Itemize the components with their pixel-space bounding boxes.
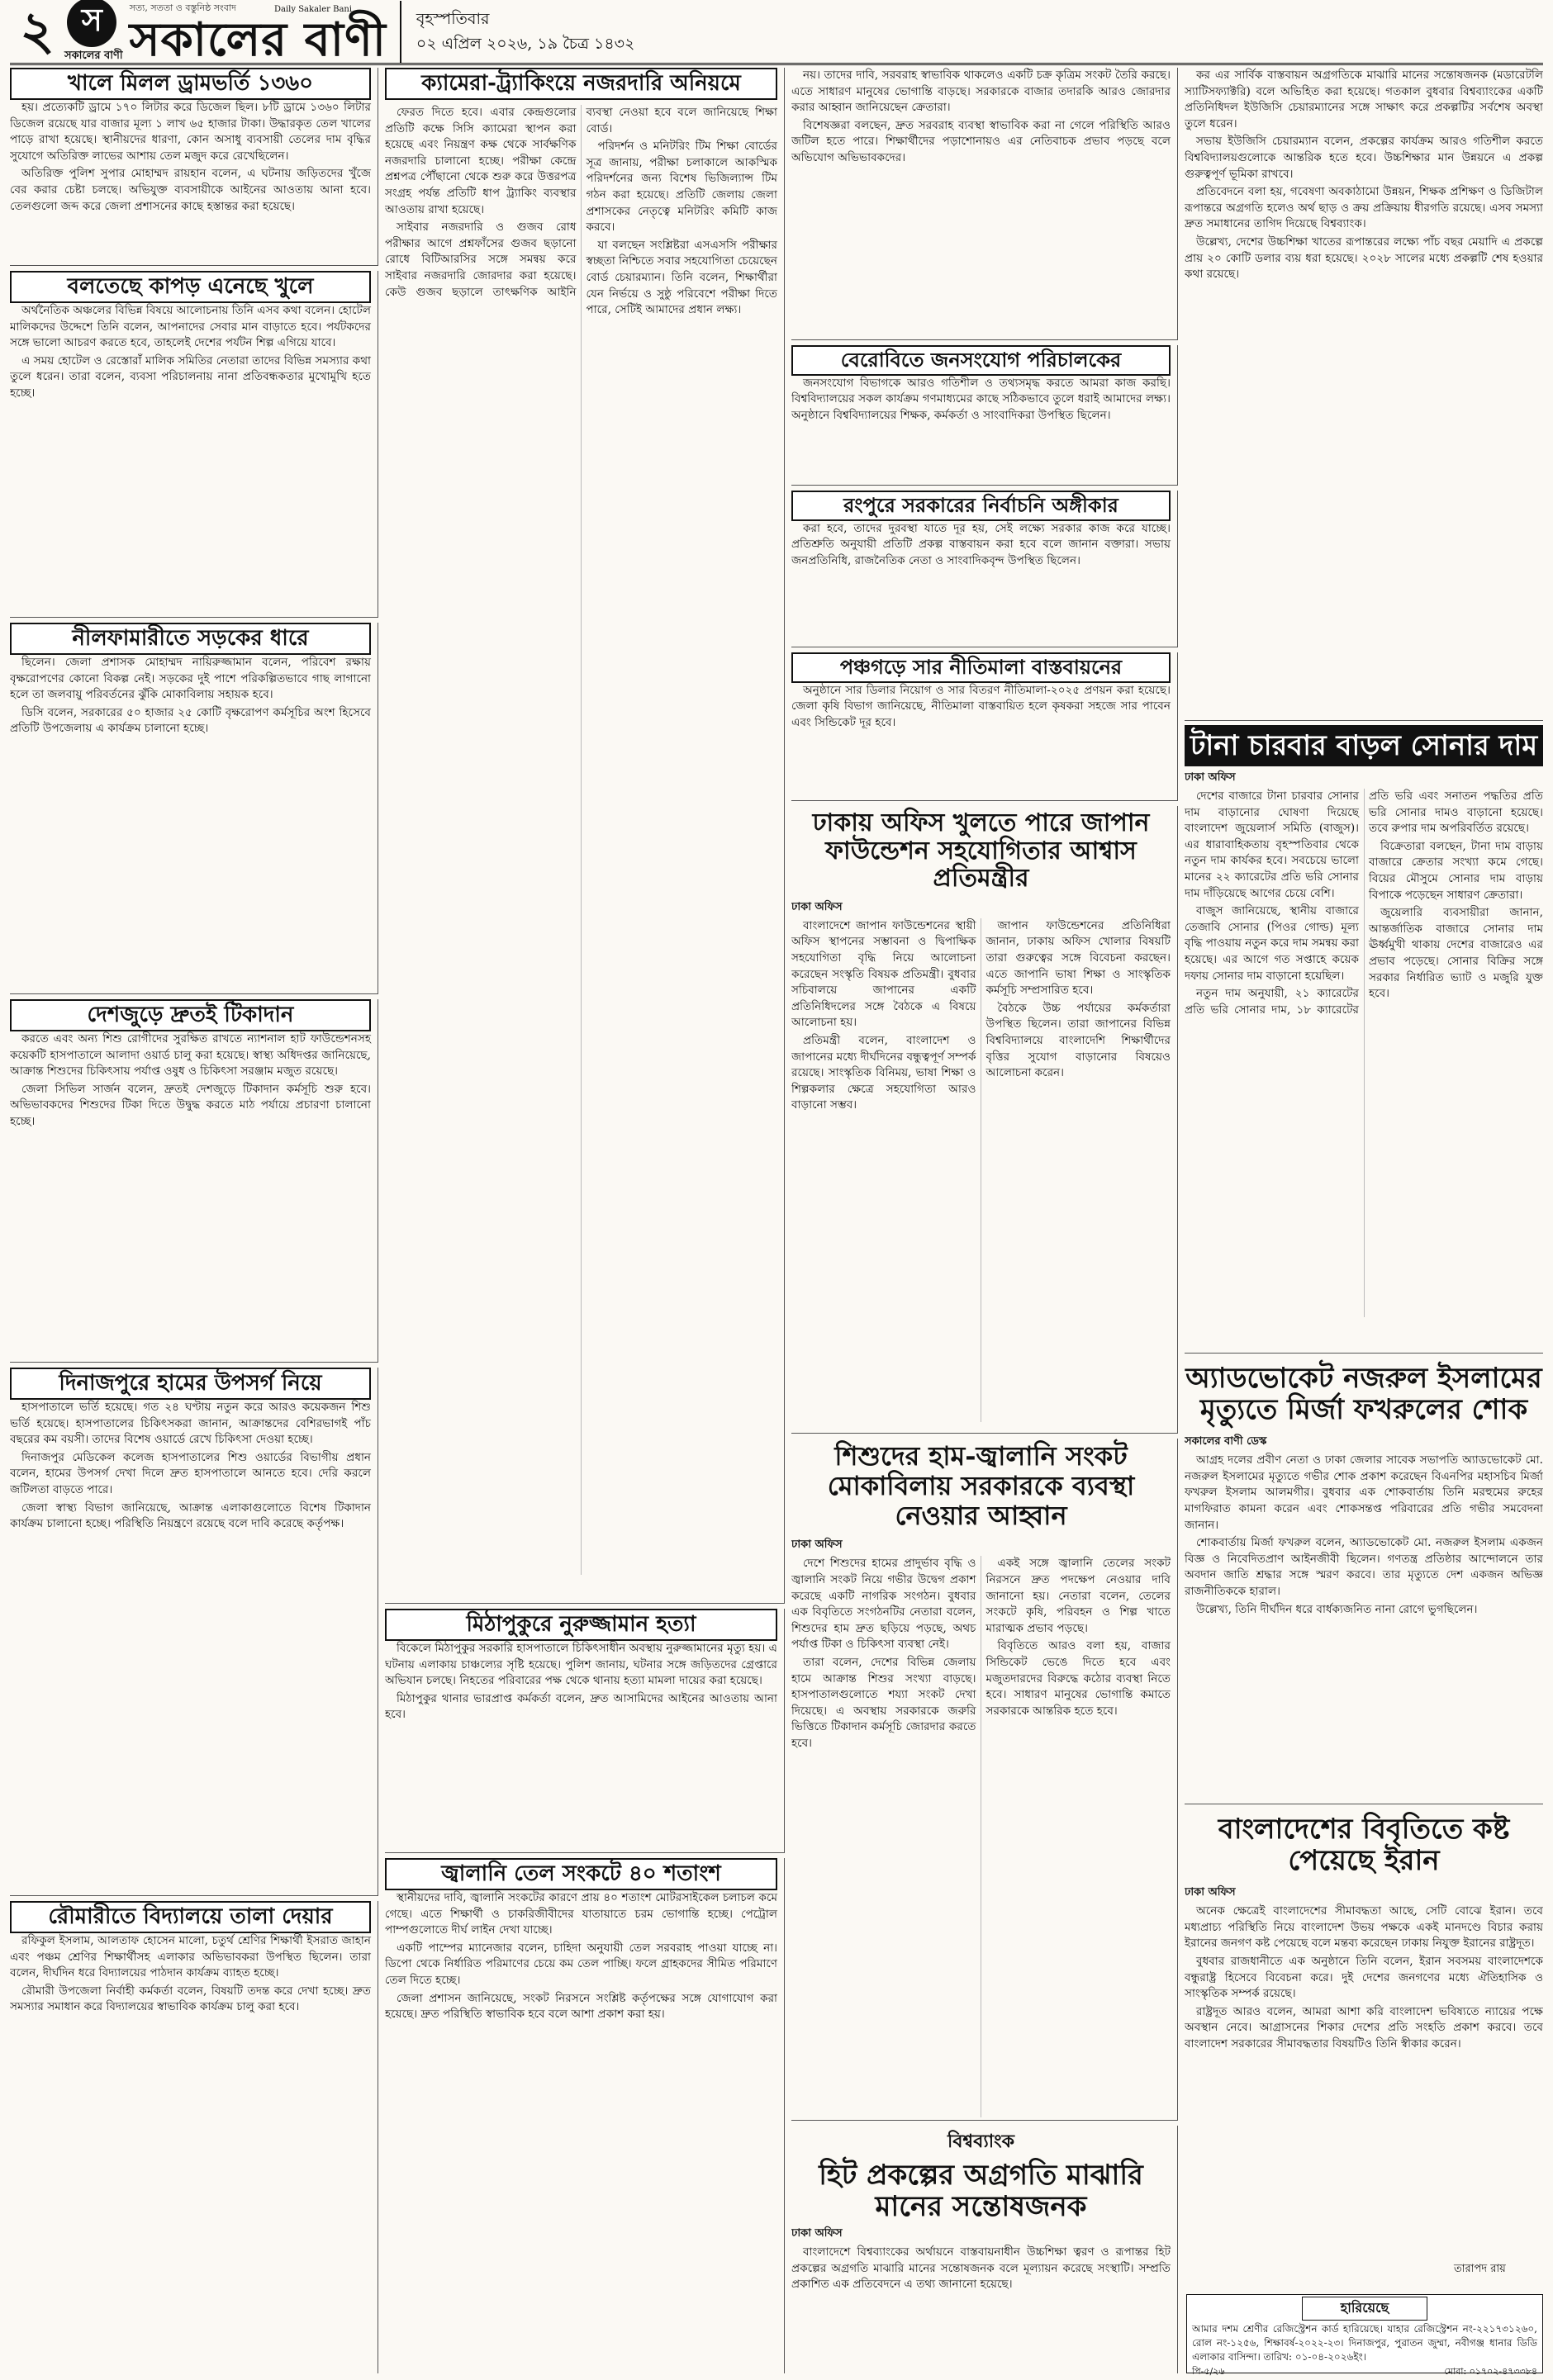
paragraph: সভায় ইউজিসি চেয়ারম্যান বলেন, প্রকল্পের কার্যক্রম আরও গতিশীল করতে বিশ্ববিদ্যালয়গুলোকে আন্তরিক হতে হবে। উচ্চশিক্ষার মান উন্নয়নে এ প্রকল্প গুরুত্বপূর্ণ ভূমিকা রাখবে।: [1185, 135, 1543, 181]
page-number: ২: [20, 0, 55, 62]
paragraph: একই সঙ্গে জ্বালানি তেলের সংকট নিরসনে দ্রুত পদক্ষেপ নেওয়ার দাবি জানানো হয়। নেতারা বলেন, তেলের সংকটে কৃষি, পরিবহন ও শিল্প খাতে মারাত্মক প্রভাব পড়ছে।: [985, 1557, 1171, 1635]
paragraph: অনুষ্ঠানে সার ডিলার নিয়োগ ও সার বিতরণ নীতিমালা-২০২৫ প্রণয়ন করা হয়েছে। জেলা কৃষি বিভাগ জানিয়েছে, নীতিমালা বাস্তবায়িত হলে কৃষকরা সহজে সার পাবেন এবং সিন্ডিকেট দূর হবে।: [791, 683, 1171, 730]
paragraph: করা হবে, তাদের দুরবস্থা যাতে দূর হয়, সেই লক্ষ্যে সরকার কাজ করে যাচ্ছে। প্রতিশ্রুতি অনুযায়ী প্রতিটি প্রকল্প বাস্তবায়ন করা হবে বলে জানান বক্তারা। সভায় জনপ্রতিনিধি, রাজনৈতিক নেতা ও সাংবাদিকবৃন্দ উপস্থিত ছিলেন।: [791, 521, 1171, 568]
logo: [64, 0, 123, 65]
headline: দিনাজপুরে হামের উপসর্গ নিয়ে: [10, 1368, 371, 1400]
article-panchagarh: [791, 652, 1178, 801]
article-body: [791, 1556, 1171, 2117]
paragraph: বৈঠকে উচ্চ পর্যায়ের কর্মকর্তারা উপস্থিত ছিলেন। তারা জাপানের বিভিন্ন বিশ্ববিদ্যালয়ে বাংলাদেশি শিক্ষার্থীদের বৃত্তির সুযোগ বাড়ানোর বিষয়েও আলোচনা করেন।: [985, 1001, 1171, 1080]
article-body: [1185, 789, 1543, 1317]
paragraph: এ সময় হোটেল ও রেস্তোরাঁ মালিক সমিতির নেতারা তাদের বিভিন্ন সমস্যার কথা তুলে ধরেন। তারা বলেন, ব্যবসা পরিচালনায় নানা প্রতিবন্ধকতার মুখোমুখি হতে হচ্ছে।: [10, 353, 371, 401]
article-dinajpur: [10, 1368, 378, 1896]
article-hit: [791, 2126, 1178, 2373]
article-camera: [385, 68, 785, 1604]
article-gold: [1185, 725, 1543, 1354]
paragraph: পরিদর্শন ও মনিটরিং টিম শিক্ষা বোর্ডের সূত্র জানায়, পরীক্ষা চলাকালে আকস্মিক পরিদর্শনের জন্য বিশেষ ভিজিল্যান্স টিম গঠন করা হয়েছে। প্রতিটি জেলায় জেলা প্রশাসকের নেতৃত্বে মনিটরিং কমিটি কাজ করবে।: [586, 140, 777, 235]
paragraph: দিনাজপুর মেডিকেল কলেজ হাসপাতালের শিশু ওয়ার্ডের বিভাগীয় প্রধান বলেন, হামের উপসর্গ দেখা দিলে দ্রুত হাসপাতালে আনতে হবে। দেরি করলে জটিলতা বাড়তে পারে।: [10, 1450, 371, 1497]
headline: বাংলাদেশের বিবৃতিতে কষ্ট পেয়েছে ইরান: [1218, 1813, 1510, 1878]
article-body: [791, 683, 1171, 732]
article-body: [791, 918, 1171, 1422]
article-body: [385, 105, 777, 1575]
article-body: [10, 655, 371, 737]
headline: মিঠাপুকুরে নুরুজ্জামান হত্যা: [385, 1609, 777, 1641]
dateline: ঢাকা অফিস: [1185, 1886, 1236, 1899]
headline: ঢাকায় অফিস খুলতে পারে জাপান ফাউন্ডেশন সহযোগিতার আশ্বাস প্রতিমন্ত্রীর: [812, 808, 1150, 894]
paragraph: সাইবার নজরদারি ও গুজব রোধ পরীক্ষার আগে প্রশ্নফাঁসের গুজব ছড়ানো রোধে বিটিআরসির সঙ্গে সমন্বয় করে সাইবার নজরদারি জোরদার করা হয়েছে। কেউ গুজব ছড়ালে তাৎক্ষণিক আইনি ব্যবস্থা নেওয়া হবে বলে জানিয়েছে শিক্ষা বোর্ড।: [385, 106, 777, 299]
paragraph: রাষ্ট্রদূত আরও বলেন, আমরা আশা করি বাংলাদেশ ভবিষ্যতে ন্যায়ের পক্ষে অবস্থান নেবে। আগ্রাসনের শিকার দেশের প্রতি সংহতি প্রকাশ করবে। তবে বাংলাদেশ সরকারের সীমাবদ্ধতার বিষয়টিও তিনি স্বীকার করেন।: [1185, 2004, 1543, 2050]
article-drum: [10, 68, 378, 266]
paragraph: জেলা স্বাস্থ্য বিভাগ জানিয়েছে, আক্রান্ত এলাকাগুলোতে বিশেষ টিকাদান কার্যক্রম চালানো হচ্ছে। পরিস্থিতি নিয়ন্ত্রণে রয়েছে বলে দাবি করেছে কর্তৃপক্ষ।: [10, 1501, 371, 1531]
paragraph: নয়। তাদের দাবি, সরবরাহ স্বাভাবিক থাকলেও একটি চক্র কৃত্রিম সংকট তৈরি করছে। এতে সাধারণ মানুষের ভোগান্তি বাড়ছে। সরকারকে বাজার তদারকি আরও জোরদার করার আহ্বান জানিয়েছেন ক্রেতারা।: [791, 69, 1171, 115]
paragraph: নতুন দাম অনুযায়ী, ২১ ক্যারেটের প্রতি ভরি সোনার দাম, ১৮ ক্যারেটের প্রতি ভরি এবং সনাতন পদ্ধতির প্রতি ভরি সোনার দামও বাড়ানো হয়েছে। তবে রুপার দাম অপরিবর্তিত রয়েছে।: [1185, 789, 1543, 1017]
paragraph: অর্থনৈতিক অঞ্চলের বিভিন্ন বিষয়ে আলোচনায় তিনি এসব কথা বলেন। হোটেল মালিকদের উদ্দেশে তিনি বলেন, আপনাদের সেবার মান বাড়াতে হবে। পর্যটকদের সঙ্গে ভালো আচরণ করতে হবে, তাহলেই দেশের পর্যটন শিল্প এগিয়ে যাবে।: [10, 304, 372, 350]
article-body: [10, 100, 371, 215]
notice-phone: মোবা: ০১৭০২-৪৭৩৩৮৪: [1444, 2366, 1537, 2377]
paragraph: ডিসি বলেন, সরকারের ৫০ হাজার ২৫ কোটি বৃক্ষরোপণ কর্মসূচির অংশ হিসেবে প্রতিটি উপজেলায় এ কার্যক্রম চালানো হচ্ছে।: [10, 705, 371, 736]
dateline: ঢাকা অফিস: [791, 1538, 843, 1552]
article-vaccine: [10, 999, 378, 1363]
paragraph: কর এর সার্বিক বাস্তবায়ন অগ্রগতিকে মাঝারি মানের সন্তোষজনক (মডারেটলি স্যাটিসফ্যাক্টরি) বলে অভিহিত করা হয়েছে। গতকাল বুধবার বিশ্বব্যাংকের একটি প্রতিনিধিদল ইউজিসি চেয়ারম্যানের সঙ্গে সাক্ষাৎ করে প্রকল্পটির সর্বশেষ অবস্থা তুলে ধরেন।: [1185, 69, 1543, 130]
paragraph: দেশে শিশুদের হামের প্রাদুর্ভাব বৃদ্ধি ও জ্বালানি সংকট নিয়ে গভীর উদ্বেগ প্রকাশ করেছে একটি নাগরিক সংগঠন। বুধবার এক বিবৃতিতে সংগঠনটির নেতারা বলেন, শিশুদের হাম দ্রুত ছড়িয়ে পড়ছে, অথচ পর্যাপ্ত টিকা ও চিকিৎসা ব্যবস্থা নেই।: [791, 1557, 976, 1652]
article-measles: [791, 1439, 1178, 2121]
masthead: [10, 0, 1543, 65]
paragraph: অতিরিক্ত পুলিশ সুপার মোহাম্মদ রায়হান বলেন, এ ঘটনায় জড়িতদের খুঁজে বের করার চেষ্টা চলছে। অভিযুক্ত ব্যবসায়ীকে আইনের আওতায় আনা হবে। তেলগুলো জব্দ করে জেলা প্রশাসনের কাছে হস্তান্তর করা হয়েছে।: [10, 167, 371, 213]
article-road: [10, 623, 378, 994]
dateline: ঢাকা অফিস: [791, 2227, 843, 2240]
headline: বেরোবিতে জনসংযোগ পরিচালকের: [791, 345, 1171, 376]
kicker: বিশ্বব্যাংক: [947, 2131, 1014, 2152]
article-body: [791, 68, 1171, 167]
paragraph: বাজুস জানিয়েছে, স্থানীয় বাজারে তেজাবি সোনার (পিওর গোল্ড) মূল্য বৃদ্ধি পাওয়ায় নতুন করে দাম সমন্বয় করা হয়েছে। এর আগে গত সপ্তাহে কয়েক দফায় সোনার দাম বাড়ানো হয়েছিল।: [1185, 904, 1359, 983]
paragraph: রৌমারী উপজেলা নির্বাহী কর্মকর্তা বলেন, বিষয়টি তদন্ত করে দেখা হচ্ছে। দ্রুত সমস্যার সমাধান করে বিদ্যালয়ের স্বাভাবিক কার্যক্রম চালু করা হবে।: [10, 1984, 371, 2014]
logo-seal: স: [67, 0, 116, 47]
paragraph: দেশের বাজারে টানা চারবার সোনার দাম বাড়ানোর ঘোষণা দিয়েছে বাংলাদেশ জুয়েলার্স সমিতি (বাজুস)। এর ধারাবাহিকতায় বৃহস্পতিবার থেকে নতুন দাম কার্যকর হবে। সবচেয়ে ভালো মানের ২২ ক্যারেটের প্রতি ভরি সোনার দাম দাঁড়িয়েছে আগের চেয়ে বেশি।: [1185, 789, 1359, 900]
paragraph: মিঠাপুকুর থানার ভারপ্রাপ্ত কর্মকর্তা বলেন, দ্রুত আসামিদের আইনের আওতায় আনা হবে।: [385, 1691, 777, 1722]
paragraph: অনেক ক্ষেত্রেই বাংলাদেশের সীমাবদ্ধতা আছে, সেটি বোঝে ইরান। তবে মধ্যপ্রাচ্য পরিস্থিতি নিয়ে বাংলাদেশ উভয় পক্ষকে একই মানদণ্ডে বিচার করায় ইরানের জনগণ কষ্ট পেয়েছে বলে মন্তব্য করেছেন ঢাকায় নিযুক্ত ইরানের রাষ্ট্রদূত।: [1185, 1904, 1543, 1951]
headline: পঞ্চগড়ে সার নীতিমালা বাস্তবায়নের: [791, 652, 1171, 683]
signature: তারাপদ রায়: [1454, 2263, 1506, 2275]
headline: শিশুদের হাম-জ্বালানি সংকট মোকাবিলায় সরকারকে ব্যবস্থা নেওয়ার আহ্বান: [827, 1440, 1135, 1531]
paragraph: জনসংযোগ বিভাগকে আরও গতিশীল ও তথ্যসমৃদ্ধ করতে আমরা কাজ করছি। বিশ্ববিদ্যালয়ের সকল কার্যক্রম গণমাধ্যমের কাছে সঠিকভাবে তুলে ধরাই আমাদের লক্ষ্য। অনুষ্ঠানে বিশ্ববিদ্যালয়ের শিক্ষক, কর্মকর্তা ও সাংবাদিকরা উপস্থিত ছিলেন।: [791, 376, 1171, 423]
article-body: [1185, 68, 1543, 283]
notice-code: পি-৫/২৬: [1192, 2366, 1225, 2377]
weekday: বৃহস্পতিবার: [416, 10, 490, 28]
article-japan: [791, 806, 1178, 1434]
dateline: সকালের বাণী ডেস্ক: [1185, 1435, 1267, 1448]
paragraph: তারা বলেন, দেশের বিভিন্ন জেলায় হামে আক্রান্ত শিশুর সংখ্যা বাড়ছে। হাসপাতালগুলোতে শয্যা সংকট দেখা দিয়েছে। এ অবস্থায় সরকারকে জরুরি ভিত্তিতে টিকাদান কর্মসূচি জোরদার করতে হবে।: [791, 1656, 976, 1751]
article-rangpur: [791, 491, 1178, 647]
headline: খালে মিলল ড্রামভর্তি ১৩৬০: [10, 68, 371, 100]
tagline: সত্য, সততা ও বস্তুনিষ্ঠ সংবাদ: [129, 2, 236, 13]
paragraph: উল্লেখ্য, দেশের উচ্চশিক্ষা খাতের রূপান্তরের লক্ষ্যে পাঁচ বছর মেয়াদি এ প্রকল্পে প্রায় ২০ কোটি ডলার ব্যয় ধরা হয়েছে। ২০২৮ সালের মধ্যে প্রকল্পটি শেষ হওয়ার কথা রয়েছে।: [1185, 235, 1543, 282]
article-body: [10, 1933, 371, 2016]
paragraph: একটি পাম্পের ম্যানেজার বলেন, চাহিদা অনুযায়ী তেল সরবরাহ পাওয়া যাচ্ছে না। ডিপো থেকে নির্ধারিত পরিমাণের চেয়ে কম তেল পাচ্ছি। ফলে গ্রাহকদের সীমিত পরিমাণে তেল দিতে হচ্ছে।: [385, 1941, 777, 1988]
article-body: [385, 1890, 777, 2023]
article-body: [791, 521, 1171, 570]
paragraph: শোকবার্তায় মির্জা ফখরুল বলেন, অ্যাডভোকেট মো. নজরুল ইসলাম একজন বিজ্ঞ ও নিবেদিতপ্রাণ আইনজীবী ছিলেন। গণতন্ত্র প্রতিষ্ঠার আন্দোলনে তার অবদান জাতি শ্রদ্ধার সঙ্গে স্মরণ করবে। তার মৃত্যুতে দেশ একজন অভিজ্ঞ রাজনীতিককে হারাল।: [1185, 1536, 1543, 1598]
article-market: [791, 68, 1178, 340]
article-body: [10, 1400, 371, 1533]
dateline: ঢাকা অফিস: [1185, 771, 1236, 785]
headline: রংপুরে সরকারের নির্বাচনি অঙ্গীকার: [791, 491, 1171, 521]
article-body: [385, 1641, 777, 1723]
paragraph: জুয়েলারি ব্যবসায়ীরা জানান, আন্তর্জাতিক বাজারে সোনার দাম ঊর্ধ্বমুখী থাকায় দেশের বাজারেও এর প্রভাব পড়েছে। সোনার বিক্রির সঙ্গে সরকার নির্ধারিত ভ্যাট ও মজুরি যুক্ত হবে।: [1369, 906, 1543, 1001]
paragraph: আগ্রহ দলের প্রবীণ নেতা ও ঢাকা জেলার সাবেক সভাপতি অ্যাডভোকেট মো. নজরুল ইসলামের মৃত্যুতে গভীর শোক প্রকাশ করেছেন বিএনপির মহাসচিব মির্জা ফখরুল ইসলাম আলমগীর। বুধবার এক শোকবার্তায় তিনি মরহুমের রুহের মাগফিরাত কামনা করেন এবং শোকসন্তপ্ত পরিবারের প্রতি গভীর সমবেদনা জানান।: [1185, 1453, 1543, 1532]
article-iran: [1185, 1809, 1543, 2271]
newspaper-name: সকালের বাণী: [129, 12, 387, 67]
article-body: [791, 376, 1171, 424]
paragraph: প্রতিবেদনে বলা হয়, গবেষণা অবকাঠামো উন্নয়ন, শিক্ষক প্রশিক্ষণ ও ডিজিটাল রূপান্তরে অগ্রগতি হলেও অর্থ ছাড় ও ক্রয় প্রক্রিয়ায় ধীরগতি রয়েছে। এসব সমস্যা দ্রুত সমাধানের তাগিদ দিয়েছে বিশ্বব্যাংক।: [1185, 185, 1543, 231]
headline: হিট প্রকল্পের অগ্রগতি মাঝারি মানের সন্তোষজনক: [819, 2159, 1143, 2224]
lost-notice: [1186, 2294, 1543, 2377]
brand: [129, 1, 401, 67]
article-fuel: [385, 1858, 785, 2373]
newspaper-name-en: Daily Sakaler Bani: [274, 5, 353, 14]
paragraph: স্থানীয়দের দাবি, জ্বালানি সংকটের কারণে প্রায় ৪০ শতাংশ মোটরসাইকেল চলাচল কমে গেছে। এতে শিক্ষার্থী ও চাকরিজীবীদের যাতায়াতে চরম ভোগান্তি হচ্ছে। পেট্রোল পাম্পগুলোতে দীর্ঘ লাইন দেখা যাচ্ছে।: [385, 1891, 777, 1937]
lost-notice-body: আমার দশম শ্রেণীর রেজিস্ট্রেশন কার্ড হারিয়েছে। যাহার রেজিস্ট্রেশন নং-২২১৭৩১২৬০, রোল নং-১২৫৬, শিক্ষাবর্ষ-২০২২-২৩। দিনাজপুর, পুরাতন জুম্মা, নবীগঞ্জ ধানার ডিডি এলাকার বাসিন্দা। তারিখ: ০১-০৪-২০২৬ইং।: [1192, 2323, 1537, 2363]
paragraph: জেলা সিভিল সার্জন বলেন, দ্রুতই দেশজুড়ে টিকাদান কর্মসূচি শুরু হবে। অভিভাবকদের শিশুদের টিকা দিতে উদ্বুদ্ধ করতে মাঠ পর্যায়ে প্রচারণা চালানো হচ্ছে।: [10, 1082, 371, 1129]
headline: রৌমারীতে বিদ্যালয়ে তালা দেয়ার: [10, 1901, 371, 1933]
article-murder: [385, 1609, 785, 1853]
paragraph: হয়। প্রত্যেকটি ড্রামে ১৭০ লিটার করে ডিজেল ছিল। ৮টি ড্রামে ১৩৬০ লিটার ডিজেল রয়েছে যার বাজার মূল্য ১ লাখ ৬৫ হাজার টাকা। উদ্ধারকৃত তেল খালের পাড়ে রাখা হয়েছে। স্থানীয়দের ধারণা, কোন অসাধু ব্যবসায়ী তেলের দাম বৃদ্ধির সুযোগে অতিরিক্ত লাভের আশায় তেল মজুদ করে রেখেছিলেন।: [10, 101, 371, 163]
paragraph: বিক্রেতারা বলছেন, টানা দাম বাড়ায় বাজারে ক্রেতার সংখ্যা কমে গেছে। বিয়ের মৌসুমে সোনার দাম বাড়ায় বিপাকে পড়েছেন সাধারণ ক্রেতারা।: [1369, 839, 1543, 902]
headline: ক্যামেরা-ট্র্যাকিংয়ে নজরদারি অনিয়মে: [385, 68, 777, 100]
article-body: [1185, 1453, 1543, 1618]
dateline: ঢাকা অফিস: [791, 900, 843, 913]
headline: দেশজুড়ে দ্রুতই টিকাদান: [10, 999, 371, 1031]
paragraph: বিকেলে মিঠাপুকুর সরকারি হাসপাতালে চিকিৎসাধীন অবস্থায় নুরুজ্জামানের মৃত্যু হয়। এ ঘটনায় এলাকায় চাঞ্চল্যের সৃষ্টি হয়েছে। পুলিশ জানায়, ঘটনার সঙ্গে জড়িতদের গ্রেপ্তারে অভিযান চলছে। নিহতের পরিবারের পক্ষ থেকে থানায় হত্যা মামলা দায়ের করা হয়েছে।: [385, 1642, 777, 1688]
headline: জ্বালানি তেল সংকটে ৪০ শতাংশ: [385, 1858, 777, 1890]
logo-subtitle: সকালের বাণী: [64, 50, 123, 62]
article-hotel: [10, 271, 378, 618]
article-population: [791, 345, 1178, 486]
article-body: [10, 303, 371, 402]
paragraph: জাপান ফাউন্ডেশনের প্রতিনিধিরা জানান, ঢাকায় অফিস খোলার বিষয়টি তারা গুরুত্বের সঙ্গে বিবেচনা করছেন। এতে জাপানি ভাষা শিক্ষা ও সাংস্কৃতিক কর্মসূচি সম্প্রসারিত হবে।: [985, 918, 1171, 998]
paragraph: ছিলেন। জেলা প্রশাসক মোহাম্মদ নায়িরুজ্জামান বলেন, পরিবেশ রক্ষায় বৃক্ষরোপণের কোনো বিকল্প নেই। সড়কের দুই পাশে পরিকল্পিতভাবে গাছ লাগানো হলে তা জলবায়ু পরিবর্তনের ঝুঁকি মোকাবিলায় সহায়ক হবে।: [10, 656, 371, 702]
article-hit-continued: [1185, 68, 1543, 721]
paragraph: জেলা প্রশাসন জানিয়েছে, সংকট নিরসনে সংশ্লিষ্ট কর্তৃপক্ষের সঙ্গে যোগাযোগ করা হয়েছে। দ্রুত পরিস্থিতি স্বাভাবিক হবে বলে আশা প্রকাশ করা হয়।: [385, 1991, 777, 2022]
article-school: [10, 1901, 378, 2373]
article-nazrul: [1185, 1358, 1543, 1804]
paragraph: হাসপাতালে ভর্তি হয়েছে। গত ২৪ ঘণ্টায় নতুন করে আরও কয়েকজন শিশু ভর্তি হয়েছে। হাসপাতালের চিকিৎসকরা জানান, আক্রান্তদের বেশিরভাগই পাঁচ বছরের কম বয়সী। তাদের বিশেষ ওয়ার্ডে রেখে চিকিৎসা দেওয়া হচ্ছে।: [10, 1401, 371, 1447]
paragraph: করতে এবং অন্য শিশু রোগীদের সুরক্ষিত রাখতে ন্যাশনাল হাট ফাউন্ডেশনসহ কয়েকটি হাসপাতালে আলাদা ওয়ার্ড চালু করা হয়েছে। স্বাস্থ্য অধিদপ্তর জানিয়েছে, আক্রান্ত শিশুদের চিকিৎসায় পর্যাপ্ত ওষুধ ও চিকিৎসা সরঞ্জাম মজুত রয়েছে।: [10, 1032, 371, 1079]
paragraph: বিশেষজ্ঞরা বলছেন, দ্রুত সরবরাহ ব্যবস্থা স্বাভাবিক করা না গেলে পরিস্থিতি আরও জটিল হতে পারে। শিক্ষার্থীদের পড়াশোনায়ও এর নেতিবাচক প্রভাব পড়ছে বলে অভিযোগ অভিভাবকদের।: [791, 118, 1171, 164]
headline: নীলফামারীতে সড়কের ধারে: [10, 623, 371, 655]
paragraph: রফিকুল ইসলাম, আলতাফ হোসেন মালো, চতুর্থ শ্রেণির শিক্ষার্থী ইসরাত জাহান এবং পঞ্চম শ্রেণির শিক্ষার্থীসহ এলাকার অভিভাবকরা উপস্থিত ছিলেন। তারা বলেন, দীর্ঘদিন ধরে বিদ্যালয়ের পাঠদান কার্যক্রম ব্যাহত হচ্ছে।: [10, 1934, 371, 1980]
headline: অ্যাডভোকেট নজরুল ইসলামের মৃত্যুতে মির্জা ফখরুলের শোক: [1185, 1362, 1542, 1427]
headline: বলতেছে কাপড় এনেছে খুলে: [10, 271, 371, 303]
article-body: [791, 2245, 1171, 2293]
paragraph: যা বলছেন সংশ্লিষ্টরা এসএসসি পরীক্ষার স্বচ্ছতা নিশ্চিতে সবার সহযোগিতা চেয়েছেন বোর্ড চেয়ারম্যান। তিনি বলেন, শিক্ষার্থীরা যেন নির্ভয়ে ও সুষ্ঠু পরিবেশে পরীক্ষা দিতে পারে, সেটিই আমাদের প্রধান লক্ষ্য।: [586, 238, 777, 317]
paragraph: বাংলাদেশে বিশ্বব্যাংকের অর্থায়নে বাস্তবায়নাধীন উচ্চশিক্ষা ত্বরণ ও রূপান্তর হিট প্রকল্পের অগ্রগতি মাঝারি মানের সন্তোষজনক বলে মূল্যায়ন করেছে সংস্থাটি। সম্প্রতি প্রকাশিত এক প্রতিবেদনে এ তথ্য জানানো হয়েছে।: [791, 2245, 1171, 2292]
paragraph: ফেরত দিতে হবে। এবার কেন্দ্রগুলোর প্রতিটি কক্ষে সিসি ক্যামেরা স্থাপন করা হয়েছে এবং নিয়ন্ত্রণ কক্ষ থেকে সার্বক্ষণিক নজরদারি চালানো হচ্ছে। পরীক্ষা কেন্দ্রে প্রশ্নপত্র পৌঁছানো থেকে শুরু করে উত্তরপত্র সংগ্রহ পর্যন্ত প্রতিটি ধাপ ট্র্যাকিং ব্যবস্থার আওতায় রাখা হয়েছে।: [385, 106, 577, 216]
lost-notice-title: হারিয়েছে: [1302, 2297, 1427, 2321]
paragraph: বুধবার রাজধানীতে এক অনুষ্ঠানে তিনি বলেন, ইরান সবসময় বাংলাদেশকে বন্ধুরাষ্ট্র হিসেবে বিবেচনা করে। দুই দেশের জনগণের মধ্যে ঐতিহাসিক ও সাংস্কৃতিক সম্পর্ক রয়েছে।: [1185, 1954, 1543, 2001]
paragraph: বিবৃতিতে আরও বলা হয়, বাজার সিন্ডিকেট ভেঙে দিতে হবে এবং মজুতদারদের বিরুদ্ধে কঠোর ব্যবস্থা নিতে হবে। সাধারণ মানুষের ভোগান্তি কমাতে সরকারকে আন্তরিক হতে হবে।: [985, 1639, 1171, 1718]
paragraph: উল্লেখ্য, তিনি দীর্ঘদিন ধরে বার্ধক্যজনিত নানা রোগে ভুগছিলেন।: [1196, 1602, 1478, 1616]
issue-dates: [401, 7, 635, 56]
article-body: [10, 1031, 371, 1131]
paragraph: প্রতিমন্ত্রী বলেন, বাংলাদেশ ও জাপানের মধ্যে দীর্ঘদিনের বন্ধুত্বপূর্ণ সম্পর্ক রয়েছে। সাংস্কৃতিক বিনিময়, ভাষা শিক্ষা ও শিল্পকলার ক্ষেত্রে সহযোগিতা আরও বাড়ানো সম্ভব।: [791, 1033, 976, 1112]
paragraph: বাংলাদেশে জাপান ফাউন্ডেশনের স্থায়ী অফিস স্থাপনের সম্ভাবনা ও দ্বিপাক্ষিক সহযোগিতা বৃদ্ধি নিয়ে আলোচনা করেছেন সংস্কৃতি বিষয়ক প্রতিমন্ত্রী। বুধবার সচিবালয়ে জাপানের একটি প্রতিনিধিদলের সঙ্গে বৈঠকে এ বিষয়ে আলোচনা হয়।: [791, 918, 976, 1030]
article-body: [1185, 1904, 1543, 2052]
headline: টানা চারবার বাড়ল সোনার দাম: [1185, 725, 1543, 766]
lost-notice-footer: [1192, 2364, 1537, 2380]
issue-date: ০২ এপ্রিল ২০২৬, ১৯ চৈত্র ১৪৩২: [416, 35, 635, 53]
